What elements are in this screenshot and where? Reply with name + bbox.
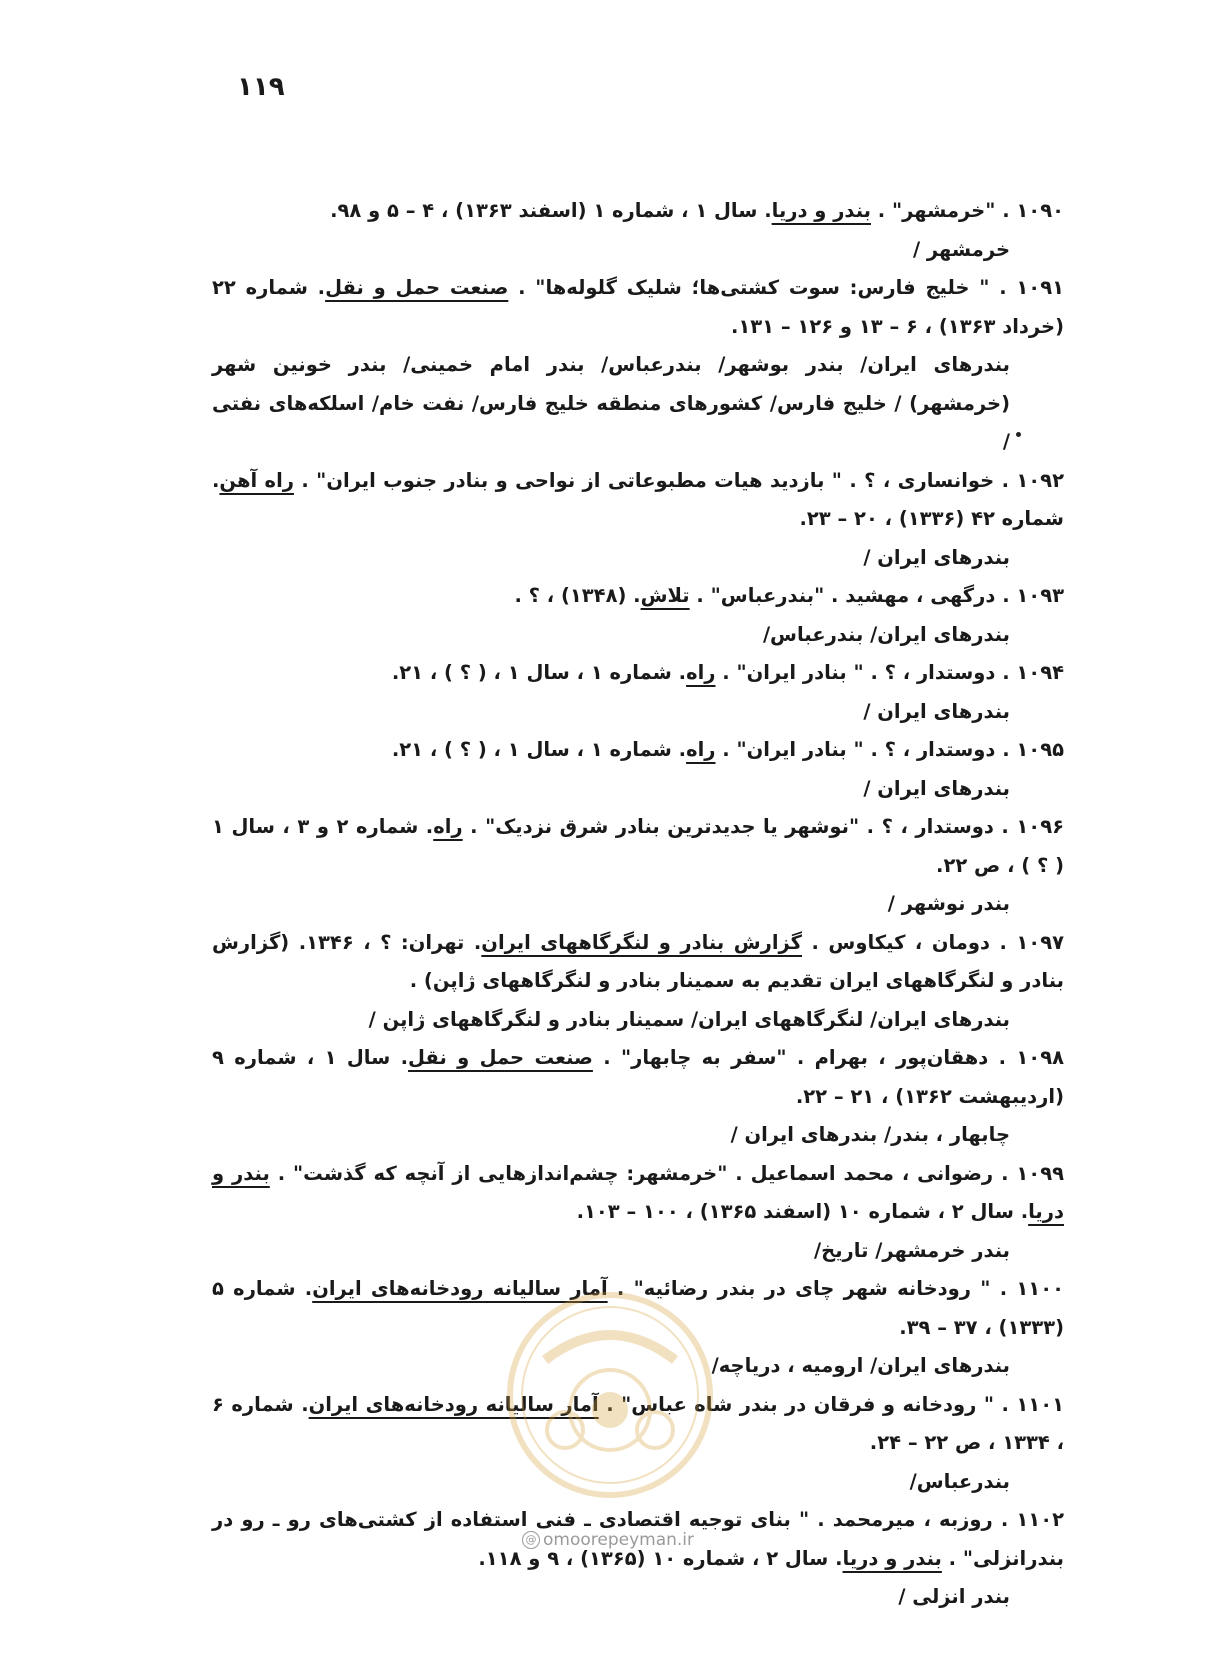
entry-source-title: راه آهن	[219, 468, 294, 492]
entry-source-title: بندر و دریا	[771, 199, 871, 222]
entry-subject: بندرعباس/	[909, 1469, 1010, 1493]
bibliography-entry	[212, 654, 1064, 731]
entry-text: . شماره ۴۲ (۱۳۳۶) ، ۲۰ – ۲۳.	[212, 468, 1064, 530]
entry-text: خوانساری ، ؟ . " بازدید هیات مطبوعاتی از نواحی و بنادر جنوب ایران" .	[293, 468, 1002, 492]
entry-text: دهقان‌پور ، بهرام . "سفر به چابهار" .	[592, 1046, 999, 1069]
entry-source-title: آمار سالیانه رودخانه‌های ایران	[312, 1277, 608, 1300]
entry-subject: بندرهای ایران/ بندرعباس/	[762, 622, 1010, 646]
entry-text: . شماره ۶ ، ۱۳۳۴ ، ص ۲۲ – ۲۴.	[212, 1392, 1064, 1454]
entry-number: ۱۰۹۱ .	[999, 276, 1065, 299]
entry-source-title: راه	[686, 661, 716, 684]
entry-subject: بندر نوشهر /	[887, 892, 1010, 915]
entry-citation	[212, 808, 1064, 885]
bibliography-entry	[212, 808, 1064, 924]
entry-text: . تهران: ؟ ، ۱۳۴۶. (گزارش بنادر و لنگرگاههای ایران تقدیم به سمینار بنادر و لنگرگاههای ژاپن) .	[212, 930, 1064, 992]
entry-citation	[212, 577, 1064, 616]
entry-source-title: راه	[433, 815, 463, 838]
entry-text: دوستدار ، ؟ . " بنادر ایران" .	[715, 738, 1003, 761]
entry-citation	[212, 462, 1064, 539]
entry-text: دوستدار ، ؟ . "نوشهر یا جدیدترین بنادر شرق نزدیک" .	[462, 815, 1002, 838]
bibliography-entry	[212, 731, 1064, 808]
entry-subject: بندر انزلی /	[898, 1585, 1010, 1608]
entry-text: " رودخانه شهر چای در بندر رضائیه" .	[607, 1277, 1000, 1300]
page-number: ۱۱۹	[237, 72, 285, 102]
entry-citation	[212, 654, 1064, 693]
entry-source-title: گزارش بنادر و لنگرگاههای ایران	[481, 930, 803, 954]
entry-text: "خرمشهر" .	[870, 199, 1003, 222]
entry-text: . سال ۲ ، شماره ۱۰ (اسفند ۱۳۶۵) ، ۱۰۰ – ۱۰۳.	[576, 1200, 1029, 1223]
bibliography-entry	[212, 1501, 1064, 1617]
bibliography-entry	[212, 924, 1064, 1040]
entry-subject: بندر خرمشهر/ تاریخ/	[814, 1238, 1010, 1262]
entry-text: . سال ۲ ، شماره ۱۰ (۱۳۶۵) ، ۹ و ۱۱۸.	[478, 1546, 843, 1570]
bibliography-entry	[212, 462, 1064, 578]
entry-text: رضوانی ، محمد اسماعیل . "خرمشهر: چشم‌اندازهایی از آنچه که گذشت" .	[269, 1161, 1002, 1185]
entry-text: . شماره ۱ ، سال ۱ ، ( ؟ ) ، ۲۱.	[391, 661, 687, 684]
entry-citation	[212, 1386, 1064, 1463]
entry-citation	[212, 269, 1064, 346]
entry-citation	[212, 1039, 1064, 1116]
entry-number: ۱۰۹۰ .	[1002, 199, 1064, 222]
entry-subject: بندرهای ایران /	[863, 545, 1010, 569]
watermark-url	[522, 1530, 694, 1550]
entry-subject: چابهار ، بندر/ بندرهای ایران /	[730, 1123, 1010, 1146]
entry-text: درگهی ، مهشید . "بندرعباس" .	[689, 584, 1003, 607]
entry-citation	[212, 924, 1064, 1001]
entry-number: ۱۰۹۵ .	[1002, 738, 1064, 761]
entry-number: ۱۰۹۷ .	[999, 930, 1064, 954]
entry-source-title: راه	[686, 738, 716, 761]
entry-text: دوستدار ، ؟ . " بنادر ایران" .	[715, 661, 1003, 684]
entry-text: . شماره ۲ و ۳ ، سال ۱ ( ؟ ) ، ص ۲۲.	[212, 815, 1064, 877]
entry-subject: بندرهای ایران/ بندر بوشهر/ بندرعباس/ بندر امام خمینی/ بندر خونین شهر (خرمشهر) / خلیج فارس/ کشورهای منطقه خلیج فارس/ نفت خام/ اسلکه‌های نفتی /	[212, 353, 1010, 453]
entry-number: ۱۰۹۶ .	[1001, 815, 1064, 838]
entry-subject: بندرهای ایران /	[863, 776, 1010, 800]
entry-subject: بندرهای ایران/ لنگرگاههای ایران/ سمینار بنادر و لنگرگاههای ژاپن /	[368, 1007, 1010, 1031]
scan-speck	[1016, 432, 1021, 437]
entry-number: ۱۰۹۹ .	[1001, 1161, 1064, 1185]
entry-source-title: صنعت حمل و نقل	[325, 276, 509, 299]
entry-number: ۱۰۹۴ .	[1002, 661, 1064, 684]
at-icon: @	[522, 1531, 540, 1549]
entry-text: . سال ۱ ، شماره ۱ (اسفند ۱۳۶۳) ، ۴ – ۵ و ۹۸.	[330, 199, 772, 222]
entry-source-title: بندر و دریا	[842, 1546, 942, 1570]
bibliography-entry	[212, 577, 1064, 654]
entry-text: . (۱۳۴۸) ، ؟ .	[514, 584, 641, 607]
entry-citation	[212, 192, 1064, 231]
entry-number: ۱۱۰۱ .	[1001, 1392, 1065, 1416]
bibliography-entry	[212, 1270, 1064, 1386]
bibliography-entry	[212, 192, 1064, 269]
entry-number: ۱۰۹۳ .	[1002, 584, 1064, 607]
entry-source-title: تلاش	[640, 584, 690, 607]
entry-subject: خرمشهر /	[912, 237, 1010, 261]
entry-text: . سال ۱ ، شماره ۹ (اردیبهشت ۱۳۶۲) ، ۲۱ – ۲۲.	[212, 1046, 1064, 1108]
entry-subject: بندرهای ایران /	[863, 699, 1010, 723]
entry-number: ۱۱۰۰ .	[999, 1277, 1064, 1300]
entry-text: دومان ، کیکاوس .	[802, 930, 1000, 954]
entry-text: " رودخانه و فرقان در بندر شاه عباس" .	[598, 1392, 1002, 1416]
bibliography-entry	[212, 1039, 1064, 1155]
entry-source-title: بندر و دریا	[212, 1161, 1064, 1223]
entry-number: ۱۱۰۲ .	[1000, 1508, 1065, 1531]
entry-citation	[212, 731, 1064, 770]
entry-text: . شماره ۱ ، سال ۱ ، ( ؟ ) ، ۲۱.	[391, 738, 687, 761]
bibliography-entry	[212, 1386, 1064, 1502]
entry-text: . شماره ۲۲ (خرداد ۱۳۶۳) ، ۶ – ۱۳ و ۱۲۶ – ۱۳۱.	[212, 276, 1064, 338]
bibliography-entry	[212, 269, 1064, 462]
entry-citation	[212, 1155, 1064, 1232]
entry-subject: بندرهای ایران/ ارومیه ، دریاچه/	[711, 1354, 1010, 1377]
entry-number: ۱۰۹۲ .	[1001, 468, 1064, 492]
entry-text: روزبه ، میرمحمد . " بنای توجیه اقتصادی ـ فنی استفاده از کشتی‌های رو ـ رو در بندرانزلی" .	[212, 1508, 1064, 1570]
watermark-url-text: omoorepeyman.ir	[543, 1530, 695, 1550]
entry-source-title: آمار سالیانه رودخانه‌های ایران	[308, 1392, 599, 1416]
bibliography-list	[212, 192, 1064, 1617]
entry-citation	[212, 1270, 1064, 1347]
bibliography-entry	[212, 1155, 1064, 1271]
entry-number: ۱۰۹۸ .	[998, 1046, 1065, 1069]
entry-text: . شماره ۵ (۱۳۳۳) ، ۳۷ – ۳۹.	[212, 1277, 1064, 1339]
entry-text: " خلیج فارس: سوت کشتی‌ها؛ شلیک گلوله‌ها" .	[508, 276, 1000, 299]
entry-source-title: صنعت حمل و نقل	[408, 1046, 593, 1069]
